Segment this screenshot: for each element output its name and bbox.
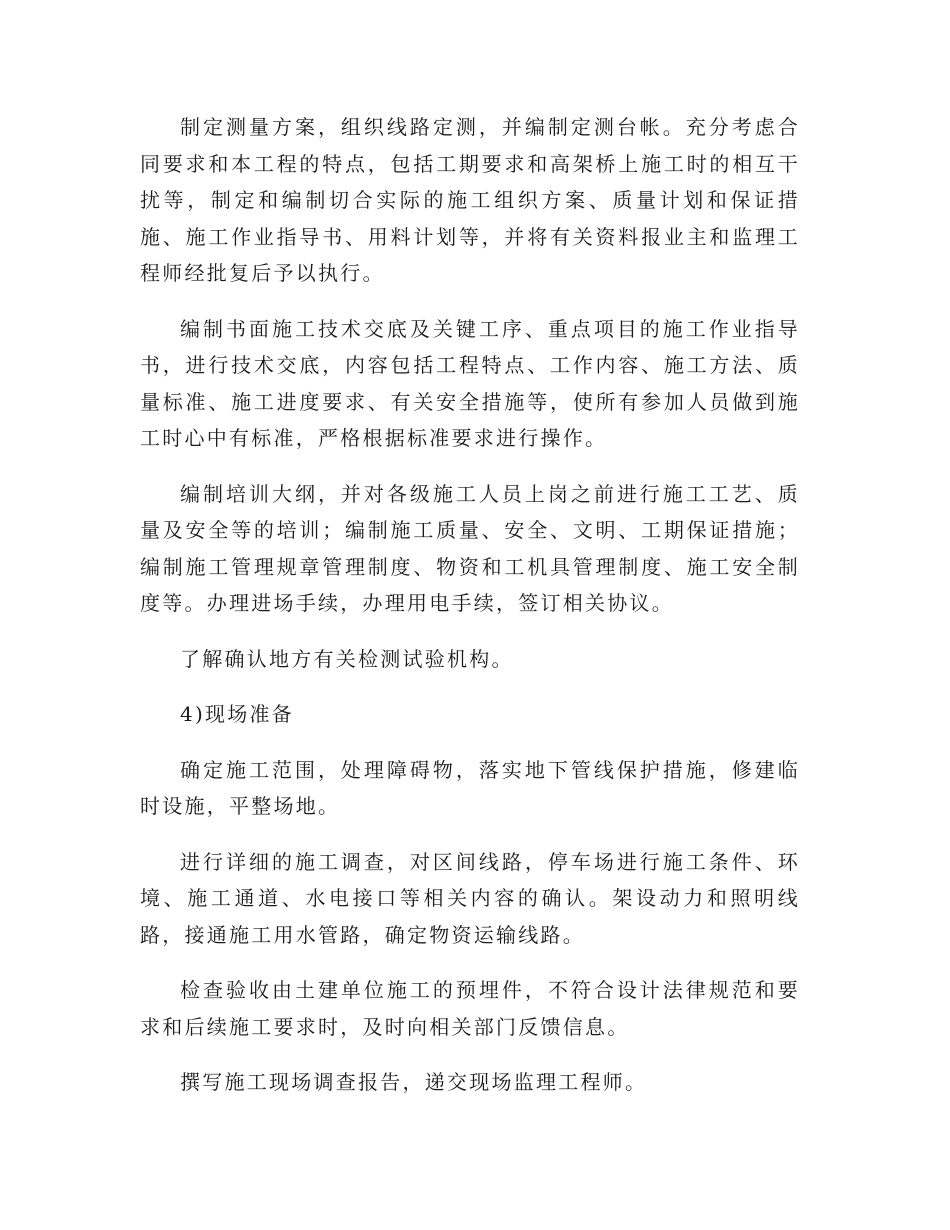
paragraph-survey-plan: 制定测量方案，组织线路定测，并编制定测台帐。充分考虑合同要求和本工程的特点，包括工期要求和高架桥上施工时的相互干扰等，制定和编制切合实际的施工组织方案、质量计划和保证措施、施工作业指导书、用料计划等，并将有关资料报业主和监理工程师经批复后予以执行。 — [140, 115, 800, 285]
section-heading-site-preparation: 4)现场准备 — [180, 702, 295, 726]
paragraph-embedded-parts-inspection: 检查验收由土建单位施工的预埋件，不符合设计法律规范和要求和后续施工要求时，及时向相关部门反馈信息。 — [140, 978, 800, 1039]
paragraph-site-investigation: 进行详细的施工调查，对区间线路，停车场进行施工条件、环境、施工通道、水电接口等相关内容的确认。架设动力和照明线路，接通施工用水管路，确定物资运输线路。 — [140, 849, 800, 947]
paragraph-construction-scope: 确定施工范围，处理障碍物，落实地下管线保护措施，修建临时设施，平整场地。 — [140, 757, 800, 818]
paragraph-testing-agency: 了解确认地方有关检测试验机构。 — [180, 646, 514, 671]
paragraph-technical-briefing: 编制书面施工技术交底及关键工序、重点项目的施工作业指导书，进行技术交底，内容包括工程特点、工作内容、施工方法、质量标准、施工进度要求、有关安全措施等，使所有参加人员做到施工时心中有标准，严格根据标准要求进行操作。 — [140, 316, 800, 450]
paragraph-survey-report: 撰写施工现场调查报告，递交现场监理工程师。 — [180, 1070, 648, 1094]
paragraph-training-outline: 编制培训大纲，并对各级施工人员上岗之前进行施工工艺、质量及安全等的培训；编制施工质量、安全、文明、工期保证措施；编制施工管理规章管理制度、物资和工机具管理制度、施工安全制度等。办理进场手续，办理用电手续，签订相关协议。 — [140, 481, 800, 615]
document-page — [140, 109, 800, 1120]
